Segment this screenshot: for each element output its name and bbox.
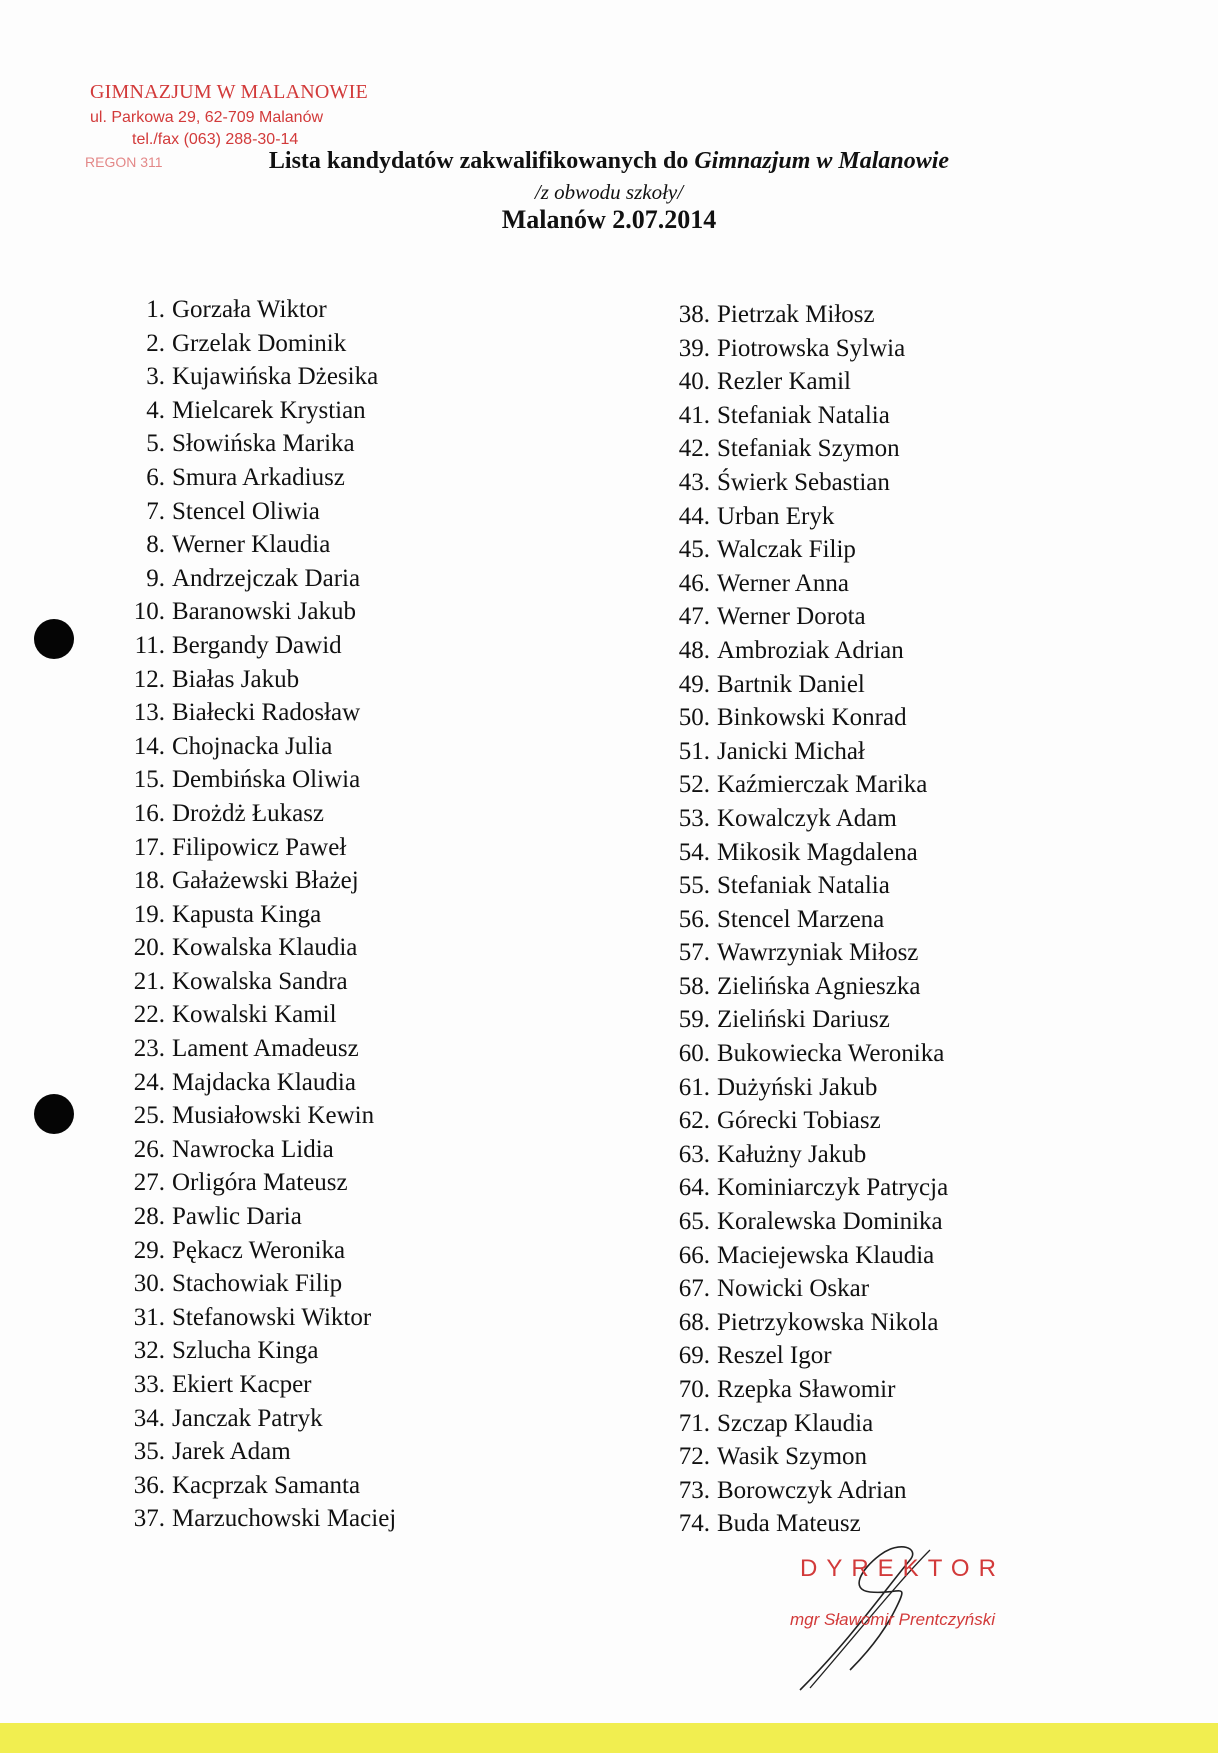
candidate-row — [118, 1200, 396, 1234]
candidate-number: 4. — [146, 396, 165, 424]
candidate-number: 66. — [678, 1241, 710, 1269]
candidate-number: 1. — [146, 296, 165, 323]
candidate-name: Maciejewska Klaudia — [717, 1241, 935, 1269]
candidate-number: 57. — [678, 939, 710, 967]
candidate-number: 25. — [133, 1102, 165, 1130]
title-text: Lista kandydatów zakwalifikowanych do — [268, 148, 695, 174]
candidate-number: 63. — [678, 1140, 710, 1168]
candidate-number: 37. — [133, 1505, 165, 1533]
candidate-row — [663, 500, 948, 534]
candidate-row — [663, 600, 948, 634]
candidate-number: 49. — [678, 670, 710, 698]
candidate-number: 47. — [678, 603, 710, 631]
candidate-row — [118, 1267, 396, 1301]
candidate-number: 70. — [678, 1376, 710, 1403]
candidate-number: 62. — [678, 1107, 710, 1135]
bottom-yellow-strip — [0, 1723, 1218, 1753]
candidate-number: 44. — [678, 502, 710, 530]
candidate-row — [118, 1066, 396, 1100]
candidate-row — [118, 1402, 396, 1436]
candidate-number: 21. — [133, 967, 165, 995]
candidate-number: 58. — [678, 972, 710, 1000]
candidate-name: Werner Anna — [717, 569, 849, 597]
candidate-name: Borowczyk Adrian — [717, 1476, 907, 1504]
stamp-address: ul. Parkowa 29, 62-709 Malanów — [90, 109, 324, 126]
candidate-number: 72. — [678, 1443, 710, 1471]
document-date: Malanów 2.07.2014 — [501, 205, 717, 234]
candidate-number: 34. — [133, 1404, 165, 1432]
candidate-name: Białecki Radosław — [172, 699, 361, 727]
candidate-name: Ambroziak Adrian — [717, 636, 904, 664]
candidate-number: 32. — [133, 1337, 165, 1365]
candidate-name: Chojnacka Julia — [172, 732, 333, 760]
candidate-number: 52. — [678, 771, 710, 799]
candidate-number: 61. — [678, 1073, 710, 1101]
candidate-number: 27. — [133, 1169, 165, 1197]
candidate-name: Wawrzyniak Miłosz — [717, 939, 919, 967]
candidate-number: 43. — [678, 468, 710, 496]
candidate-row — [663, 701, 948, 735]
candidate-name: Jarek Adam — [172, 1438, 291, 1466]
candidate-row — [663, 466, 948, 500]
candidate-name: Koralewska Dominika — [717, 1208, 943, 1236]
candidate-number: 36. — [133, 1471, 165, 1499]
candidate-number: 53. — [678, 804, 710, 832]
candidate-number: 71. — [678, 1409, 710, 1437]
candidate-name: Pietrzykowska Nikola — [717, 1308, 939, 1336]
document-subtitle: /z obwodu szkoły/ — [534, 180, 684, 204]
candidate-name: Walczak Filip — [717, 536, 856, 564]
document-title — [0, 148, 1218, 175]
candidate-name: Rzepka Sławomir — [717, 1376, 896, 1403]
director-stamp-title: DYREKTOR — [800, 1555, 1005, 1582]
candidate-name: Pawlic Daria — [172, 1203, 302, 1231]
candidate-row — [663, 735, 948, 769]
candidate-row — [118, 495, 396, 529]
candidate-row — [663, 869, 948, 903]
candidate-row — [118, 360, 396, 394]
candidate-name: Kapusta Kinga — [172, 900, 322, 928]
candidate-row — [118, 1166, 396, 1200]
candidate-number: 55. — [678, 872, 710, 900]
candidate-name: Słowińska Marika — [172, 430, 355, 458]
candidate-name: Dembińska Oliwia — [172, 766, 361, 794]
candidate-row — [118, 931, 396, 965]
candidate-name: Kaźmierczak Marika — [717, 771, 928, 799]
candidate-row — [663, 1339, 948, 1373]
candidate-name: Zielińska Agnieszka — [717, 972, 921, 1000]
candidate-number: 15. — [133, 766, 165, 794]
candidate-name: Bergandy Dawid — [172, 631, 342, 659]
candidate-name: Janczak Patryk — [172, 1404, 323, 1432]
candidate-name: Werner Klaudia — [172, 531, 331, 559]
candidate-row — [118, 461, 396, 495]
candidate-number: 59. — [678, 1006, 710, 1034]
candidate-name: Kowalski Kamil — [172, 1001, 337, 1029]
punch-hole — [34, 619, 74, 659]
candidate-number: 24. — [133, 1068, 165, 1096]
candidate-name: Ekiert Kacper — [172, 1371, 312, 1398]
candidate-row — [118, 1301, 396, 1335]
candidate-row — [118, 965, 396, 999]
candidate-row — [663, 399, 948, 433]
candidate-number: 28. — [133, 1203, 165, 1231]
candidate-name: Filipowicz Paweł — [172, 833, 347, 861]
candidate-name: Stencel Oliwia — [172, 497, 320, 525]
candidate-row — [663, 1037, 948, 1071]
candidate-row — [663, 1440, 948, 1474]
candidate-number: 18. — [133, 867, 165, 895]
candidate-number: 22. — [133, 1001, 165, 1029]
candidate-number: 26. — [133, 1135, 165, 1163]
candidate-name: Stefanowski Wiktor — [172, 1303, 372, 1331]
candidate-row — [118, 562, 396, 596]
candidate-row — [118, 1469, 396, 1503]
candidate-number: 51. — [678, 737, 710, 765]
candidate-number: 69. — [678, 1342, 710, 1370]
candidate-number: 31. — [133, 1303, 165, 1331]
candidate-name: Szczap Klaudia — [717, 1409, 874, 1437]
stamp-school-name: GIMNAZJUM W MALANOWIE — [90, 81, 368, 103]
candidate-row — [118, 528, 396, 562]
candidate-name: Pietrzak Miłosz — [717, 301, 875, 328]
candidate-number: 6. — [146, 463, 165, 491]
candidate-name: Górecki Tobiasz — [717, 1107, 881, 1135]
candidate-row — [663, 298, 948, 332]
candidate-row — [118, 998, 396, 1032]
candidate-row — [118, 1334, 396, 1368]
candidate-number: 67. — [678, 1275, 710, 1303]
candidate-list-right — [663, 298, 948, 1541]
candidate-name: Świerk Sebastian — [717, 468, 890, 496]
candidate-row — [118, 696, 396, 730]
candidate-name: Urban Eryk — [717, 502, 835, 530]
candidate-number: 60. — [678, 1040, 710, 1068]
candidate-number: 11. — [134, 631, 165, 659]
candidate-name: Reszel Igor — [717, 1342, 832, 1370]
candidate-number: 64. — [678, 1174, 710, 1202]
candidate-row — [118, 831, 396, 865]
candidate-row — [663, 903, 948, 937]
candidate-row — [663, 365, 948, 399]
candidate-name: Wasik Szymon — [717, 1443, 868, 1471]
candidate-number: 20. — [133, 934, 165, 962]
candidate-name: Kowalska Klaudia — [172, 934, 358, 962]
candidate-number: 42. — [678, 435, 710, 463]
stamp-regon: REGON 311 — [85, 154, 163, 170]
candidate-number: 8. — [146, 531, 165, 559]
punch-hole — [34, 1094, 74, 1134]
candidate-number: 13. — [133, 699, 165, 727]
candidate-row — [118, 427, 396, 461]
candidate-name: Kałużny Jakub — [717, 1140, 867, 1168]
candidate-number: 19. — [133, 900, 165, 928]
candidate-name: Kowalska Sandra — [172, 967, 348, 995]
candidate-number: 9. — [146, 564, 165, 592]
candidate-name: Nawrocka Lidia — [172, 1135, 334, 1163]
candidate-number: 30. — [133, 1270, 165, 1298]
candidate-number: 56. — [678, 905, 710, 933]
candidate-row — [663, 836, 948, 870]
candidate-row — [663, 1003, 948, 1037]
candidate-name: Gorzała Wiktor — [172, 296, 327, 323]
candidate-number: 68. — [678, 1308, 710, 1336]
candidate-name: Marzuchowski Maciej — [172, 1505, 397, 1533]
candidate-row — [663, 1373, 948, 1407]
candidate-name: Dużyński Jakub — [717, 1073, 878, 1101]
candidate-name: Stencel Marzena — [717, 905, 885, 933]
candidate-name: Stefaniak Natalia — [717, 401, 890, 429]
candidate-number: 46. — [678, 569, 710, 597]
candidate-number: 54. — [678, 838, 710, 866]
candidate-name: Stachowiak Filip — [172, 1270, 343, 1298]
candidate-name: Stefaniak Szymon — [717, 435, 900, 463]
candidate-name: Smura Arkadiusz — [172, 463, 345, 491]
candidate-row — [118, 595, 396, 629]
candidate-number: 2. — [146, 329, 165, 357]
candidate-name: Zieliński Dariusz — [717, 1006, 890, 1034]
title-school-name: Gimnazjum w Malanowie — [694, 148, 950, 174]
candidate-number: 38. — [678, 301, 710, 328]
candidate-row — [118, 1234, 396, 1268]
candidate-name: Bukowiecka Weronika — [717, 1040, 945, 1068]
candidate-row — [663, 634, 948, 668]
candidate-name: Białas Jakub — [172, 665, 300, 693]
candidate-name: Kujawińska Dżesika — [172, 363, 379, 391]
candidate-name: Lament Amadeusz — [172, 1035, 359, 1063]
candidate-name: Stefaniak Natalia — [717, 872, 890, 900]
candidate-row — [118, 663, 396, 697]
candidate-name: Mikosik Magdalena — [717, 838, 918, 866]
candidate-row — [118, 1502, 396, 1536]
candidate-number: 5. — [146, 430, 165, 458]
candidate-number: 29. — [133, 1236, 165, 1264]
candidate-row — [118, 327, 396, 361]
candidate-row — [118, 1435, 396, 1469]
candidate-number: 35. — [133, 1438, 165, 1466]
candidate-number: 10. — [133, 598, 165, 626]
candidate-name: Kowalczyk Adam — [717, 804, 897, 832]
candidate-name: Rezler Kamil — [717, 368, 851, 396]
candidate-name: Orligóra Mateusz — [172, 1169, 348, 1197]
candidate-name: Janicki Michał — [717, 737, 865, 765]
candidate-number: 14. — [133, 732, 165, 760]
candidate-row — [663, 1205, 948, 1239]
candidate-number: 3. — [146, 363, 165, 391]
candidate-row — [118, 1032, 396, 1066]
candidate-row — [118, 293, 396, 327]
candidate-number: 41. — [678, 401, 710, 429]
candidate-row — [118, 898, 396, 932]
candidate-row — [663, 768, 948, 802]
candidate-row — [663, 533, 948, 567]
candidate-row — [663, 1474, 948, 1508]
candidate-row — [663, 1272, 948, 1306]
candidate-row — [663, 1138, 948, 1172]
candidate-number: 40. — [678, 368, 710, 396]
director-stamp-name: mgr Sławomir Prentczyński — [790, 1610, 995, 1629]
candidate-name: Piotrowska Sylwia — [717, 334, 906, 362]
candidate-number: 74. — [678, 1510, 710, 1538]
candidate-list-left — [118, 293, 396, 1536]
candidate-name: Bartnik Daniel — [717, 670, 865, 698]
candidate-row — [663, 567, 948, 601]
stamp-phone: tel./fax (063) 288-30-14 — [132, 131, 299, 148]
candidate-name: Baranowski Jakub — [172, 598, 356, 626]
candidate-row — [663, 1407, 948, 1441]
candidate-row — [118, 763, 396, 797]
candidate-row — [663, 970, 948, 1004]
candidate-number: 7. — [146, 497, 165, 525]
candidate-number: 33. — [133, 1371, 165, 1398]
candidate-row — [118, 730, 396, 764]
candidate-name: Drożdż Łukasz — [172, 799, 325, 827]
candidate-row — [118, 1368, 396, 1402]
candidate-row — [118, 864, 396, 898]
candidate-row — [663, 1171, 948, 1205]
candidate-name: Werner Dorota — [717, 603, 866, 631]
candidate-name: Musiałowski Kewin — [172, 1102, 375, 1130]
candidate-name: Binkowski Konrad — [717, 704, 907, 732]
candidate-name: Buda Mateusz — [717, 1510, 861, 1538]
candidate-row — [663, 1104, 948, 1138]
candidate-row — [663, 432, 948, 466]
candidate-number: 65. — [678, 1208, 710, 1236]
candidate-number: 39. — [678, 334, 710, 362]
candidate-name: Mielcarek Krystian — [172, 396, 366, 424]
candidate-name: Andrzejczak Daria — [172, 564, 361, 592]
candidate-row — [663, 936, 948, 970]
candidate-row — [663, 332, 948, 366]
candidate-number: 73. — [678, 1476, 710, 1504]
candidate-number: 45. — [678, 536, 710, 564]
candidate-number: 50. — [678, 704, 710, 732]
candidate-row — [118, 394, 396, 428]
candidate-name: Kacprzak Samanta — [172, 1471, 361, 1499]
candidate-name: Kominiarczyk Patrycja — [717, 1174, 949, 1202]
candidate-name: Szlucha Kinga — [172, 1337, 319, 1365]
candidate-row — [118, 629, 396, 663]
candidate-row — [118, 1133, 396, 1167]
candidate-name: Nowicki Oskar — [717, 1275, 870, 1303]
candidate-row — [118, 1099, 396, 1133]
candidate-number: 23. — [133, 1035, 165, 1063]
candidate-row — [118, 797, 396, 831]
candidate-number: 48. — [678, 636, 710, 664]
candidate-row — [663, 1239, 948, 1273]
candidate-row — [663, 1071, 948, 1105]
candidate-row — [663, 802, 948, 836]
candidate-name: Gałażewski Błażej — [172, 867, 359, 895]
candidate-number: 16. — [133, 799, 165, 827]
candidate-number: 12. — [133, 665, 165, 693]
candidate-name: Majdacka Klaudia — [172, 1068, 356, 1096]
candidate-name: Pękacz Weronika — [172, 1236, 346, 1264]
candidate-row — [663, 1306, 948, 1340]
candidate-name: Grzelak Dominik — [172, 329, 347, 357]
candidate-number: 17. — [133, 833, 165, 861]
candidate-row — [663, 668, 948, 702]
